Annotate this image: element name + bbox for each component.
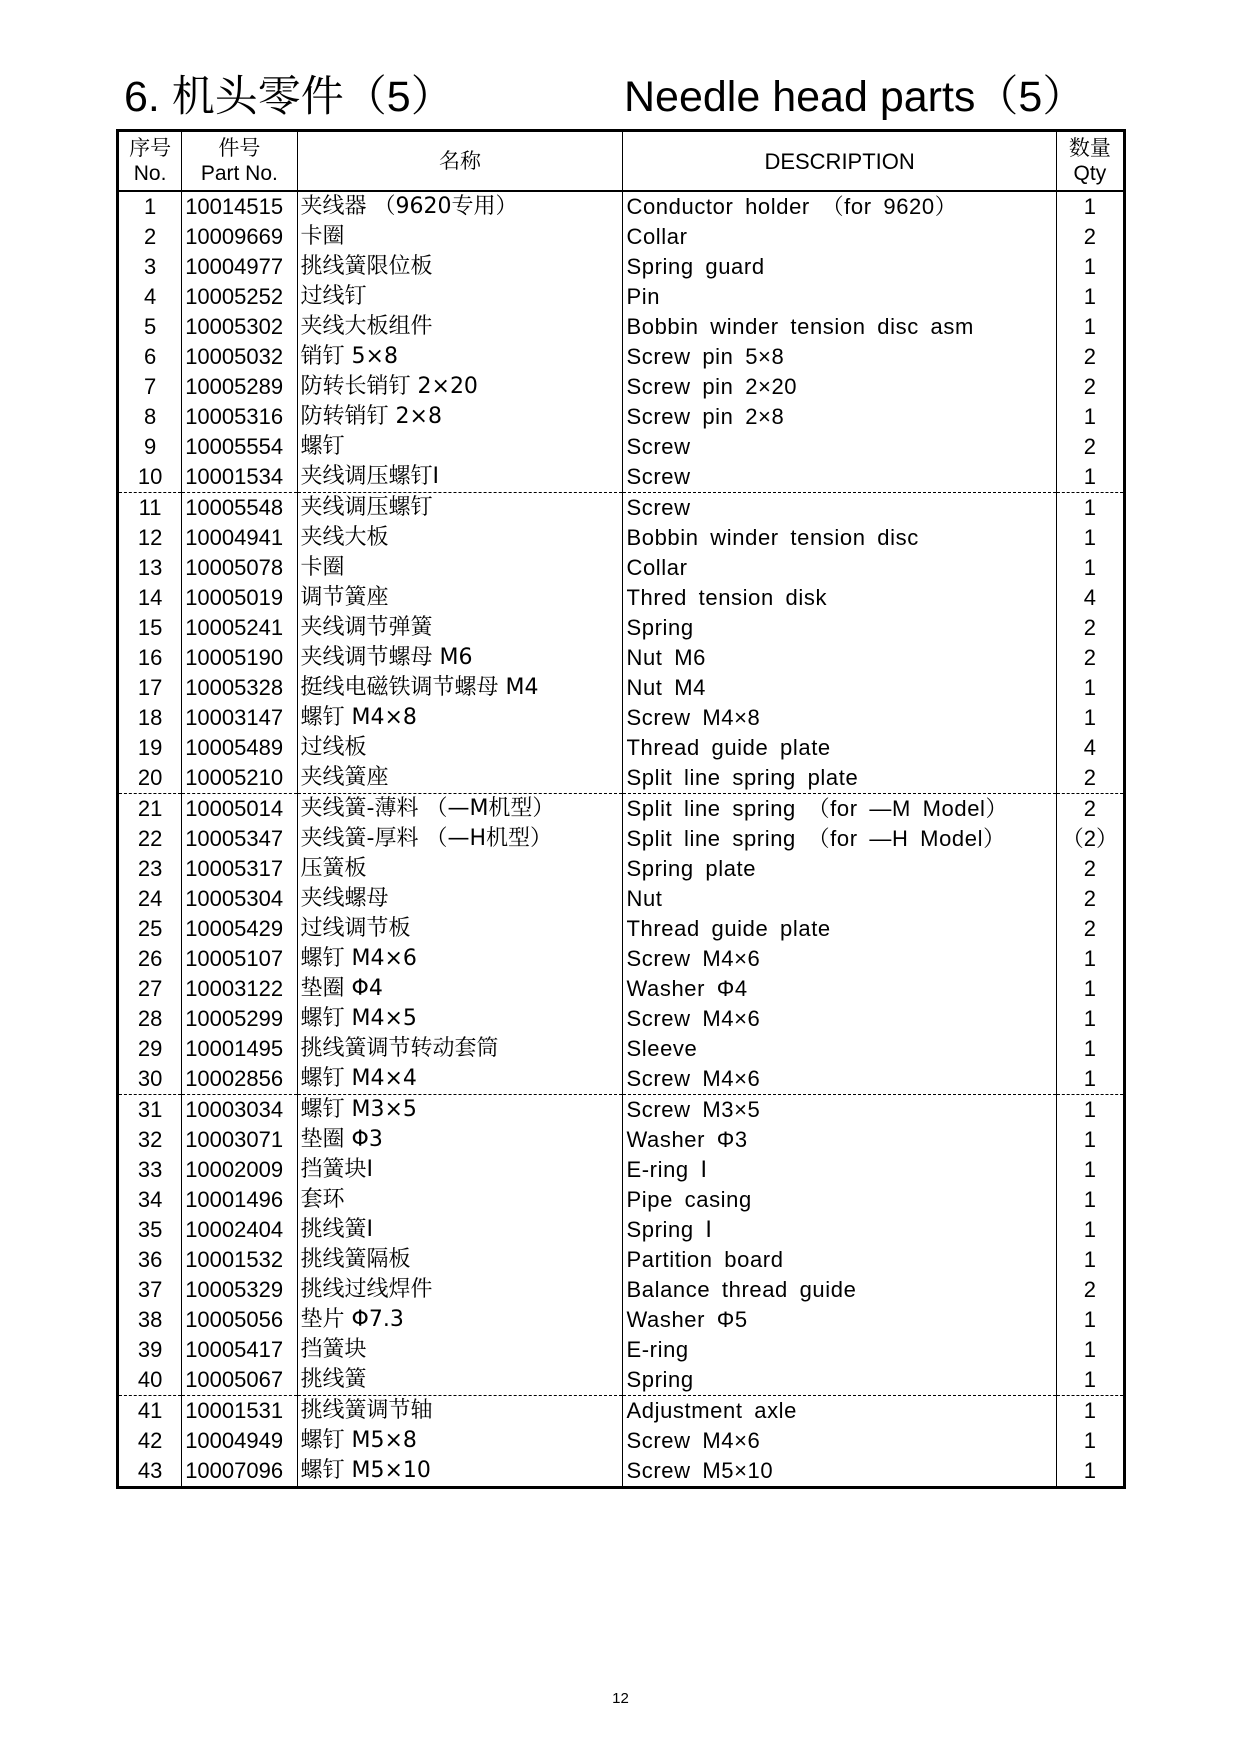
part-name-cn: 夹线调节螺母 M6 xyxy=(297,643,623,673)
part-description: Thread guide plate xyxy=(623,733,1056,763)
part-name-cn: 垫圈 Φ4 xyxy=(297,974,623,1004)
part-number: 10007096 xyxy=(182,1456,297,1488)
part-number: 10005056 xyxy=(182,1305,297,1335)
col-header-part xyxy=(182,131,297,192)
table-row xyxy=(118,733,1125,763)
row-number: 11 xyxy=(118,493,182,524)
row-number: 15 xyxy=(118,613,182,643)
part-name-cn: 螺钉 M4×8 xyxy=(297,703,623,733)
row-number: 19 xyxy=(118,733,182,763)
part-quantity: 1 xyxy=(1056,1064,1124,1095)
part-number: 10005302 xyxy=(182,312,297,342)
part-description: Washer Φ5 xyxy=(623,1305,1056,1335)
row-number: 18 xyxy=(118,703,182,733)
row-number: 27 xyxy=(118,974,182,1004)
table-row xyxy=(118,342,1125,372)
page-number: 12 xyxy=(612,1690,629,1707)
part-description: Screw M4×6 xyxy=(623,1064,1056,1095)
part-name-cn: 垫圈 Φ3 xyxy=(297,1125,623,1155)
table-row xyxy=(118,914,1125,944)
table-row xyxy=(118,1426,1125,1456)
table-row xyxy=(118,222,1125,252)
table-row xyxy=(118,1155,1125,1185)
part-quantity: 1 xyxy=(1056,462,1124,493)
table-row xyxy=(118,1335,1125,1365)
part-description: Bobbin winder tension disc asm xyxy=(623,312,1056,342)
part-name-cn: 夹线大板组件 xyxy=(297,312,623,342)
part-name-cn: 防转长销钉 2×20 xyxy=(297,372,623,402)
part-number: 10005107 xyxy=(182,944,297,974)
part-quantity: 1 xyxy=(1056,1305,1124,1335)
part-number: 10005304 xyxy=(182,884,297,914)
table-row xyxy=(118,1365,1125,1396)
part-number: 10005329 xyxy=(182,1275,297,1305)
part-name-cn: 垫片 Φ7.3 xyxy=(297,1305,623,1335)
col-header-description: DESCRIPTION xyxy=(623,131,1056,192)
part-number: 10005328 xyxy=(182,673,297,703)
part-description: Sleeve xyxy=(623,1034,1056,1064)
part-description: Spring plate xyxy=(623,854,1056,884)
part-name-cn: 挑线簧隔板 xyxy=(297,1245,623,1275)
row-number: 8 xyxy=(118,402,182,432)
part-number: 10005554 xyxy=(182,432,297,462)
row-number: 23 xyxy=(118,854,182,884)
table-row xyxy=(118,191,1125,222)
part-quantity: 2 xyxy=(1056,884,1124,914)
part-name-cn: 夹线调压螺钉 xyxy=(297,493,623,524)
part-number: 10001495 xyxy=(182,1034,297,1064)
part-quantity: （2） xyxy=(1056,824,1124,854)
part-number: 10005032 xyxy=(182,342,297,372)
col-header-no-en: No. xyxy=(133,162,167,185)
row-number: 30 xyxy=(118,1064,182,1095)
part-quantity: 1 xyxy=(1056,1426,1124,1456)
part-name-cn: 压簧板 xyxy=(297,854,623,884)
part-number: 10001532 xyxy=(182,1245,297,1275)
row-number: 43 xyxy=(118,1456,182,1488)
table-row xyxy=(118,763,1125,794)
row-number: 22 xyxy=(118,824,182,854)
row-number: 41 xyxy=(118,1396,182,1427)
part-quantity: 1 xyxy=(1056,1155,1124,1185)
part-name-cn: 挑线簧Ⅰ xyxy=(297,1215,623,1245)
part-quantity: 2 xyxy=(1056,854,1124,884)
part-description: Screw M4×6 xyxy=(623,944,1056,974)
part-number: 10001496 xyxy=(182,1185,297,1215)
table-row xyxy=(118,312,1125,342)
part-quantity: 4 xyxy=(1056,733,1124,763)
part-description: Pin xyxy=(623,282,1056,312)
part-description: Spring xyxy=(623,1365,1056,1396)
part-number: 10005252 xyxy=(182,282,297,312)
part-number: 10005190 xyxy=(182,643,297,673)
row-number: 36 xyxy=(118,1245,182,1275)
part-quantity: 1 xyxy=(1056,673,1124,703)
table-row xyxy=(118,613,1125,643)
part-quantity: 2 xyxy=(1056,763,1124,794)
part-name-cn: 夹线调压螺钉Ⅰ xyxy=(297,462,623,493)
table-row xyxy=(118,1095,1125,1126)
row-number: 20 xyxy=(118,763,182,794)
part-quantity: 1 xyxy=(1056,1245,1124,1275)
part-quantity: 1 xyxy=(1056,402,1124,432)
part-number: 10003071 xyxy=(182,1125,297,1155)
row-number: 38 xyxy=(118,1305,182,1335)
part-description: Screw pin 2×20 xyxy=(623,372,1056,402)
row-number: 14 xyxy=(118,583,182,613)
row-number: 21 xyxy=(118,794,182,825)
table-row xyxy=(118,583,1125,613)
table-row xyxy=(118,794,1125,825)
part-name-cn: 挑线簧 xyxy=(297,1365,623,1396)
table-row xyxy=(118,854,1125,884)
part-number: 10005347 xyxy=(182,824,297,854)
part-quantity: 2 xyxy=(1056,372,1124,402)
row-number: 42 xyxy=(118,1426,182,1456)
row-number: 34 xyxy=(118,1185,182,1215)
table-row xyxy=(118,703,1125,733)
row-number: 39 xyxy=(118,1335,182,1365)
part-description: Washer Φ3 xyxy=(623,1125,1056,1155)
part-number: 10005078 xyxy=(182,553,297,583)
part-description: Screw pin 2×8 xyxy=(623,402,1056,432)
row-number: 5 xyxy=(118,312,182,342)
part-name-cn: 螺钉 M5×10 xyxy=(297,1456,623,1488)
row-number: 12 xyxy=(118,523,182,553)
part-description: Split line spring （for —M Model） xyxy=(623,794,1056,825)
table-row xyxy=(118,1064,1125,1095)
part-description: Screw M4×6 xyxy=(623,1426,1056,1456)
part-description: Split line spring （for —H Model） xyxy=(623,824,1056,854)
part-number: 10001531 xyxy=(182,1396,297,1427)
part-number: 10005429 xyxy=(182,914,297,944)
part-description: Nut M6 xyxy=(623,643,1056,673)
part-description: Split line spring plate xyxy=(623,763,1056,794)
part-name-cn: 销钉 5×8 xyxy=(297,342,623,372)
part-quantity: 1 xyxy=(1056,191,1124,222)
col-header-qty-cn: 数量 xyxy=(1068,137,1111,160)
table-row xyxy=(118,493,1125,524)
part-name-cn: 卡圈 xyxy=(297,222,623,252)
part-number: 10004941 xyxy=(182,523,297,553)
part-quantity: 1 xyxy=(1056,1215,1124,1245)
part-quantity: 1 xyxy=(1056,1335,1124,1365)
part-description: E-ring Ⅰ xyxy=(623,1155,1056,1185)
table-row xyxy=(118,282,1125,312)
col-header-name xyxy=(297,131,623,192)
part-description: Spring xyxy=(623,613,1056,643)
part-quantity: 2 xyxy=(1056,643,1124,673)
part-quantity: 2 xyxy=(1056,432,1124,462)
row-number: 6 xyxy=(118,342,182,372)
row-number: 4 xyxy=(118,282,182,312)
table-row xyxy=(118,1185,1125,1215)
part-description: Screw xyxy=(623,462,1056,493)
row-number: 33 xyxy=(118,1155,182,1185)
page-title-english: Needle head parts（5） xyxy=(624,73,1086,121)
part-quantity: 1 xyxy=(1056,944,1124,974)
part-number: 10005299 xyxy=(182,1004,297,1034)
part-name-cn: 过线调节板 xyxy=(297,914,623,944)
table-row xyxy=(118,673,1125,703)
table-row xyxy=(118,462,1125,493)
col-header-no-cn: 序号 xyxy=(129,137,172,160)
table-row xyxy=(118,1004,1125,1034)
part-name-cn: 挡簧块Ⅰ xyxy=(297,1155,623,1185)
part-name-cn: 过线钉 xyxy=(297,282,623,312)
table-row xyxy=(118,1245,1125,1275)
part-quantity: 4 xyxy=(1056,583,1124,613)
part-description: Screw M3×5 xyxy=(623,1095,1056,1126)
part-quantity: 1 xyxy=(1056,553,1124,583)
part-name-cn: 螺钉 M4×6 xyxy=(297,944,623,974)
part-name-cn: 挑线簧调节轴 xyxy=(297,1396,623,1427)
table-row xyxy=(118,1396,1125,1427)
part-description: Screw xyxy=(623,432,1056,462)
part-description: Conductor holder （for 9620） xyxy=(623,191,1056,222)
part-name-cn: 挑线簧调节转动套筒 xyxy=(297,1034,623,1064)
col-header-qty xyxy=(1056,131,1124,192)
row-number: 25 xyxy=(118,914,182,944)
part-quantity: 1 xyxy=(1056,1456,1124,1488)
part-number: 10004977 xyxy=(182,252,297,282)
part-name-cn: 调节簧座 xyxy=(297,583,623,613)
part-number: 10001534 xyxy=(182,462,297,493)
part-quantity: 2 xyxy=(1056,613,1124,643)
table-row xyxy=(118,523,1125,553)
part-description: Washer Φ4 xyxy=(623,974,1056,1004)
part-description: Screw M4×8 xyxy=(623,703,1056,733)
part-name-cn: 夹线簧座 xyxy=(297,763,623,794)
row-number: 3 xyxy=(118,252,182,282)
part-description: Balance thread guide xyxy=(623,1275,1056,1305)
part-quantity: 1 xyxy=(1056,1125,1124,1155)
part-name-cn: 夹线螺母 xyxy=(297,884,623,914)
part-quantity: 1 xyxy=(1056,1034,1124,1064)
part-number: 10009669 xyxy=(182,222,297,252)
part-quantity: 1 xyxy=(1056,493,1124,524)
part-description: Thred tension disk xyxy=(623,583,1056,613)
part-quantity: 1 xyxy=(1056,312,1124,342)
part-number: 10005289 xyxy=(182,372,297,402)
row-number: 16 xyxy=(118,643,182,673)
part-description: Spring Ⅰ xyxy=(623,1215,1056,1245)
part-description: E-ring xyxy=(623,1335,1056,1365)
part-number: 10005548 xyxy=(182,493,297,524)
table-row xyxy=(118,432,1125,462)
part-number: 10004949 xyxy=(182,1426,297,1456)
part-name-cn: 螺钉 M4×5 xyxy=(297,1004,623,1034)
part-description: Bobbin winder tension disc xyxy=(623,523,1056,553)
part-number: 10005417 xyxy=(182,1335,297,1365)
part-description: Nut xyxy=(623,884,1056,914)
table-row xyxy=(118,1215,1125,1245)
table-row xyxy=(118,1125,1125,1155)
part-number: 10003034 xyxy=(182,1095,297,1126)
row-number: 37 xyxy=(118,1275,182,1305)
table-row xyxy=(118,643,1125,673)
row-number: 32 xyxy=(118,1125,182,1155)
part-quantity: 1 xyxy=(1056,703,1124,733)
row-number: 1 xyxy=(118,191,182,222)
col-header-part-cn: 件号 xyxy=(218,137,261,160)
part-name-cn: 夹线簧-厚料 （—H机型） xyxy=(297,824,623,854)
part-quantity: 2 xyxy=(1056,794,1124,825)
table-row xyxy=(118,884,1125,914)
parts-table xyxy=(116,129,1126,1489)
part-number: 10005241 xyxy=(182,613,297,643)
part-number: 10002856 xyxy=(182,1064,297,1095)
part-description: Partition board xyxy=(623,1245,1056,1275)
row-number: 28 xyxy=(118,1004,182,1034)
part-number: 10005210 xyxy=(182,763,297,794)
part-description: Screw M4×6 xyxy=(623,1004,1056,1034)
table-body xyxy=(118,191,1125,1488)
part-description: Spring guard xyxy=(623,252,1056,282)
part-description: Collar xyxy=(623,222,1056,252)
part-description: Screw M5×10 xyxy=(623,1456,1056,1488)
part-name-cn: 夹线大板 xyxy=(297,523,623,553)
part-quantity: 1 xyxy=(1056,1365,1124,1396)
part-name-cn: 防转销钉 2×8 xyxy=(297,402,623,432)
table-row xyxy=(118,252,1125,282)
table-row xyxy=(118,1034,1125,1064)
part-name-cn: 螺钉 M5×8 xyxy=(297,1426,623,1456)
part-number: 10005317 xyxy=(182,854,297,884)
row-number: 40 xyxy=(118,1365,182,1396)
row-number: 2 xyxy=(118,222,182,252)
row-number: 17 xyxy=(118,673,182,703)
part-number: 10003147 xyxy=(182,703,297,733)
part-description: Adjustment axle xyxy=(623,1396,1056,1427)
part-quantity: 2 xyxy=(1056,914,1124,944)
row-number: 13 xyxy=(118,553,182,583)
table-row xyxy=(118,974,1125,1004)
part-name-cn: 螺钉 xyxy=(297,432,623,462)
part-number: 10005014 xyxy=(182,794,297,825)
part-quantity: 2 xyxy=(1056,342,1124,372)
col-header-name-cn: 名称 xyxy=(439,149,481,173)
row-number: 29 xyxy=(118,1034,182,1064)
row-number: 24 xyxy=(118,884,182,914)
part-quantity: 1 xyxy=(1056,1095,1124,1126)
table-row xyxy=(118,824,1125,854)
part-number: 10005316 xyxy=(182,402,297,432)
part-name-cn: 夹线器 （9620专用） xyxy=(297,191,623,222)
part-number: 10005019 xyxy=(182,583,297,613)
part-name-cn: 螺钉 M4×4 xyxy=(297,1064,623,1095)
part-number: 10005489 xyxy=(182,733,297,763)
row-number: 26 xyxy=(118,944,182,974)
part-description: Nut M4 xyxy=(623,673,1056,703)
row-number: 31 xyxy=(118,1095,182,1126)
row-number: 9 xyxy=(118,432,182,462)
part-name-cn: 夹线簧-薄料 （—M机型） xyxy=(297,794,623,825)
part-name-cn: 螺钉 M3×5 xyxy=(297,1095,623,1126)
part-quantity: 1 xyxy=(1056,1396,1124,1427)
table-row xyxy=(118,372,1125,402)
part-quantity: 1 xyxy=(1056,282,1124,312)
row-number: 35 xyxy=(118,1215,182,1245)
part-name-cn: 挑线过线焊件 xyxy=(297,1275,623,1305)
part-quantity: 1 xyxy=(1056,1004,1124,1034)
part-quantity: 1 xyxy=(1056,252,1124,282)
part-number: 10003122 xyxy=(182,974,297,1004)
table-row xyxy=(118,1305,1125,1335)
col-header-qty-en: Qty xyxy=(1073,162,1107,185)
part-description: Screw pin 5×8 xyxy=(623,342,1056,372)
part-description: Thread guide plate xyxy=(623,914,1056,944)
part-description: Pipe casing xyxy=(623,1185,1056,1215)
part-number: 10002009 xyxy=(182,1155,297,1185)
table-row xyxy=(118,1275,1125,1305)
part-name-cn: 套环 xyxy=(297,1185,623,1215)
part-description: Screw xyxy=(623,493,1056,524)
part-name-cn: 卡圈 xyxy=(297,553,623,583)
part-description: Collar xyxy=(623,553,1056,583)
part-quantity: 2 xyxy=(1056,222,1124,252)
row-number: 10 xyxy=(118,462,182,493)
page-title-chinese: 6. 机头零件（5） xyxy=(124,73,454,121)
part-number: 10002404 xyxy=(182,1215,297,1245)
table-row xyxy=(118,1456,1125,1488)
table-row xyxy=(118,402,1125,432)
part-name-cn: 夹线调节弹簧 xyxy=(297,613,623,643)
part-quantity: 1 xyxy=(1056,1185,1124,1215)
table-row xyxy=(118,553,1125,583)
part-name-cn: 挡簧块 xyxy=(297,1335,623,1365)
part-quantity: 2 xyxy=(1056,1275,1124,1305)
col-header-part-en: Part No. xyxy=(200,162,278,185)
part-quantity: 1 xyxy=(1056,974,1124,1004)
table-row xyxy=(118,944,1125,974)
row-number: 7 xyxy=(118,372,182,402)
part-name-cn: 挺线电磁铁调节螺母 M4 xyxy=(297,673,623,703)
table-header-row xyxy=(118,131,1125,192)
part-number: 10014515 xyxy=(182,191,297,222)
part-name-cn: 过线板 xyxy=(297,733,623,763)
part-quantity: 1 xyxy=(1056,523,1124,553)
part-name-cn: 挑线簧限位板 xyxy=(297,252,623,282)
part-number: 10005067 xyxy=(182,1365,297,1396)
col-header-no xyxy=(118,131,182,192)
